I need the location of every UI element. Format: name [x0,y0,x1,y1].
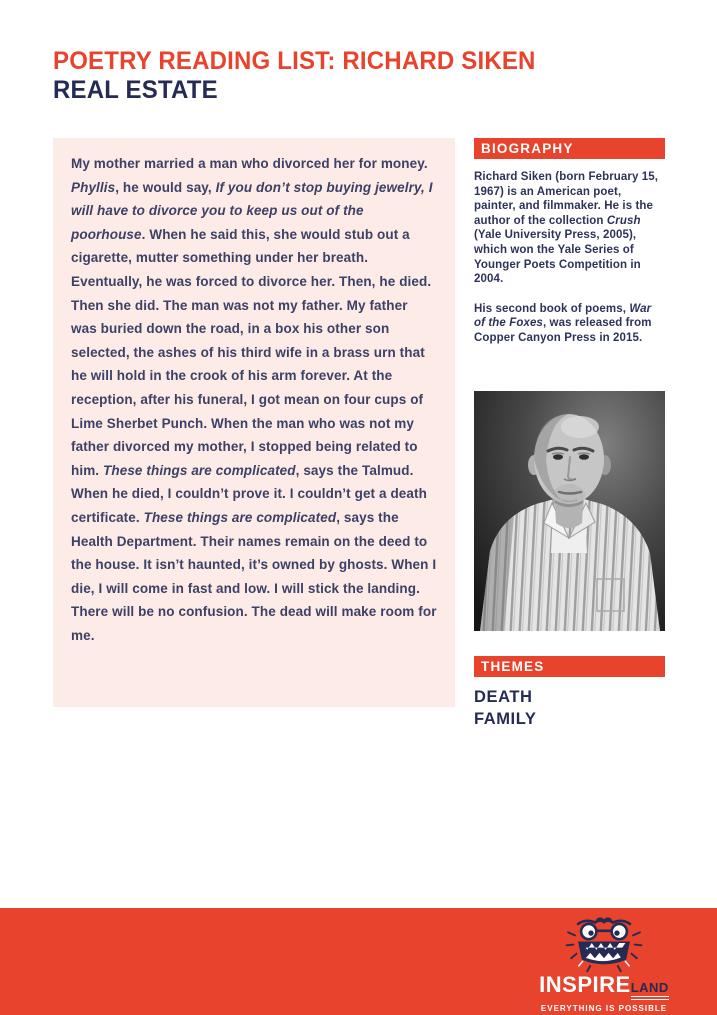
brand-inspire-text: INSPIRE [539,972,631,997]
brand-land-text: LAND [631,981,669,1000]
biography-header-label: BIOGRAPHY [481,141,574,156]
brand-tagline: EVERYTHING IS POSSIBLE [540,1003,668,1013]
page-title: POETRY READING LIST: RICHARD SIKEN [53,47,536,75]
sidebar-column [474,138,665,730]
poet-portrait-photo [474,391,665,631]
footer-band [0,908,717,1015]
poem-text-block [53,138,455,707]
theme-item-family: FAMILY [474,708,537,728]
biography-header-bar [474,138,665,159]
themes-header-bar [474,656,665,677]
inspireland-mascot-icon [565,914,643,972]
theme-item-death: DEATH [474,686,533,706]
biography-paragraph-1: Richard Siken (born February 15, 1967) is an American poet, painter, and filmmaker. He is the author of the collection Crush (Yale University Press, 2005), which won the Yale Series of Younger Poets Competition in 2004. [474,171,659,286]
themes-list [474,686,665,730]
poem-title: REAL ESTATE [53,76,218,104]
themes-header-label: THEMES [481,658,545,674]
biography-paragraph-2: His second book of poems, War of the Foxes, was released from Copper Canyon Press in 2015. [474,302,652,344]
brand-wordmark [536,974,672,1000]
poem-text: My mother married a man who divorced her for money. Phyllis, he would say, If you don’t stop buying jewelry, I will have to divorce you to keep us out of the poorhouse. When he said this, she would stub out a cigarette, mutter something under her breath. Eventually, he was forced to divorce her. Then, he died. Then she did. The man was not my father. My father was buried down the road, in a box his other son selected, the ashes of his third wife in a brass urn that he will hold in the crook of his arm forever. At the reception, after his funeral, I got mean on four cups of Lime Sherbet Punch. When the man who was not my father divorced my mother, I stopped being related to him. These things are complicated, says the Talmud. When he died, I couldn’t prove it. I couldn’t get a death certificate. These things are complicated, says the Health Department. Their names remain on the deed to the house. It isn’t haunted, it’s owned by ghosts. When I die, I will come in fast and low. I will stick the landing. There will be no confusion. The dead will make room for me. [71,156,437,643]
inspireland-logo [536,914,672,1013]
portrait-image [474,391,665,631]
